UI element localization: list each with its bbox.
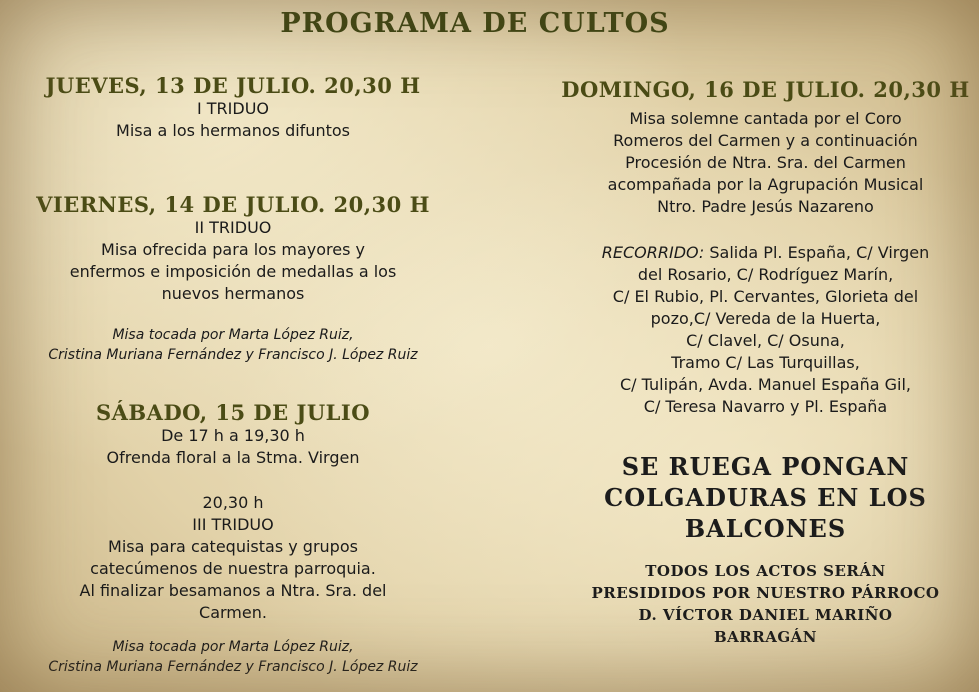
presided-line: D. VÍCTOR DANIEL MARIÑO bbox=[638, 606, 893, 624]
event-friday bbox=[8, 193, 458, 305]
event-line: Misa para catequistas y grupos bbox=[108, 537, 358, 556]
request-line: SE RUEGA PONGAN bbox=[621, 452, 910, 481]
event-line: Procesión de Ntra. Sra. del Carmen bbox=[625, 153, 906, 172]
event-line: Misa solemne cantada por el Coro bbox=[629, 109, 902, 128]
event-saturday bbox=[8, 401, 458, 469]
event-thursday bbox=[8, 74, 458, 142]
presided-notice bbox=[558, 560, 973, 648]
event-line: Misa ofrecida para los mayores y bbox=[101, 240, 365, 259]
event-details bbox=[8, 98, 458, 142]
event-line: enfermos e imposición de medallas a los bbox=[69, 262, 397, 281]
saturday-music-note bbox=[8, 637, 458, 677]
route-first-line bbox=[558, 242, 973, 264]
event-heading: VIERNES, 14 DE JULIO. 20,30 H bbox=[36, 192, 430, 217]
event-details bbox=[558, 108, 973, 218]
route-line: C/ El Rubio, Pl. Cervantes, Glorieta del bbox=[612, 287, 919, 306]
event-details bbox=[8, 425, 458, 469]
note-line: Misa tocada por Marta López Ruiz, bbox=[112, 327, 354, 343]
presided-line: BARRAGÁN bbox=[713, 628, 818, 646]
procession-route bbox=[558, 242, 973, 418]
route-label: RECORRIDO: bbox=[601, 243, 705, 262]
route-line: C/ Tulipán, Avda. Manuel España Gil, bbox=[620, 375, 911, 394]
note-line: Cristina Muriana Fernández y Francisco J. López Ruiz bbox=[48, 347, 418, 363]
event-line: III TRIDUO bbox=[192, 515, 274, 534]
route-line: Tramo C/ Las Turquillas, bbox=[671, 353, 860, 372]
event-line: II TRIDUO bbox=[194, 218, 272, 237]
event-line: acompañada por la Agrupación Musical bbox=[607, 175, 924, 194]
event-line: Misa a los hermanos difuntos bbox=[116, 121, 350, 140]
page-title: PROGRAMA DE CULTOS bbox=[280, 8, 670, 39]
route-text: Salida Pl. España, C/ Virgen bbox=[704, 243, 930, 262]
event-line: Al finalizar besamanos a Ntra. Sra. del bbox=[79, 581, 387, 600]
note-line: Misa tocada por Marta López Ruiz, bbox=[112, 639, 354, 655]
event-line: Carmen. bbox=[199, 603, 267, 622]
event-heading: SÁBADO, 15 DE JULIO bbox=[95, 400, 371, 425]
event-line: nuevos hermanos bbox=[161, 284, 305, 303]
event-line: Ofrenda floral a la Stma. Virgen bbox=[106, 448, 360, 467]
event-line: De 17 h a 19,30 h bbox=[161, 426, 305, 445]
event-line: Ntro. Padre Jesús Nazareno bbox=[657, 197, 874, 216]
route-line: C/ Clavel, C/ Osuna, bbox=[686, 331, 845, 350]
route-line: C/ Teresa Navarro y Pl. España bbox=[643, 397, 888, 416]
route-line: del Rosario, C/ Rodríguez Marín, bbox=[637, 265, 894, 284]
event-heading: JUEVES, 13 DE JULIO. 20,30 H bbox=[45, 73, 421, 98]
request-line: BALCONES bbox=[684, 514, 847, 543]
event-heading: DOMINGO, 16 DE JULIO. 20,30 H bbox=[561, 77, 970, 102]
presided-line: TODOS LOS ACTOS SERÁN bbox=[645, 562, 886, 580]
presided-line: PRESIDIDOS POR NUESTRO PÁRROCO bbox=[591, 584, 940, 602]
balcony-request bbox=[558, 451, 973, 544]
request-line: COLGADURAS EN LOS bbox=[604, 483, 927, 512]
event-line: Romeros del Carmen y a continuación bbox=[613, 131, 918, 150]
event-line: 20,30 h bbox=[202, 493, 264, 512]
event-details bbox=[8, 217, 458, 305]
event-line: I TRIDUO bbox=[196, 99, 270, 118]
event-sunday bbox=[558, 78, 973, 218]
note-line: Cristina Muriana Fernández y Francisco J. López Ruiz bbox=[48, 659, 418, 675]
saturday-triduo bbox=[8, 492, 458, 624]
event-line: catecúmenos de nuestra parroquia. bbox=[90, 559, 376, 578]
friday-music-note bbox=[8, 325, 458, 365]
route-line: pozo,C/ Vereda de la Huerta, bbox=[650, 309, 881, 328]
